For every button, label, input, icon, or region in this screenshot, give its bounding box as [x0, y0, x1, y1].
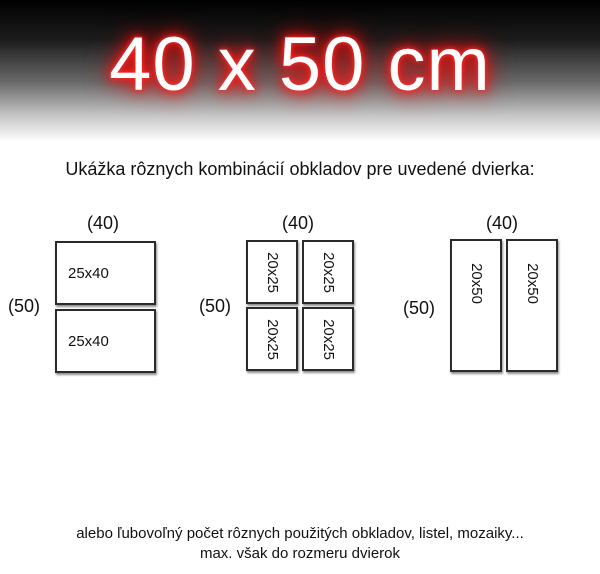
tile [55, 309, 156, 373]
width-label: (40) [486, 213, 519, 233]
height-label: (50) [199, 296, 232, 316]
tile-size-label: 25x40 [68, 264, 109, 282]
height-label: (50) [8, 296, 41, 316]
height-label: (50) [403, 298, 436, 318]
tile-size-label: 20x25 [263, 251, 281, 293]
footer-note-line-2: max. však do rozmeru dvierok [199, 545, 401, 562]
tile-size-label: 20x50 [523, 263, 541, 304]
width-label: (40) [282, 213, 315, 233]
tile-size-label: 20x50 [467, 263, 485, 304]
subtitle: Ukážka rôznych kombinácií obkladov pre uvedené dvierka: [65, 159, 535, 179]
tile [506, 239, 558, 372]
tile [55, 241, 156, 305]
tile [302, 240, 354, 304]
tile-size-label: 20x25 [319, 251, 337, 293]
tile-size-label: 20x25 [319, 318, 337, 360]
tile [450, 239, 502, 372]
page-title: 40 x 50 cm [109, 22, 491, 107]
footer-note-line-1: alebo ľubovoľný počet rôznych použitých obkladov, listel, mozaiky... [76, 525, 524, 542]
tile [302, 307, 354, 371]
width-label: (40) [87, 213, 120, 233]
tile [246, 307, 298, 371]
tile-size-label: 20x25 [263, 318, 281, 360]
tile-size-label: 25x40 [68, 332, 109, 350]
tile [246, 240, 298, 304]
